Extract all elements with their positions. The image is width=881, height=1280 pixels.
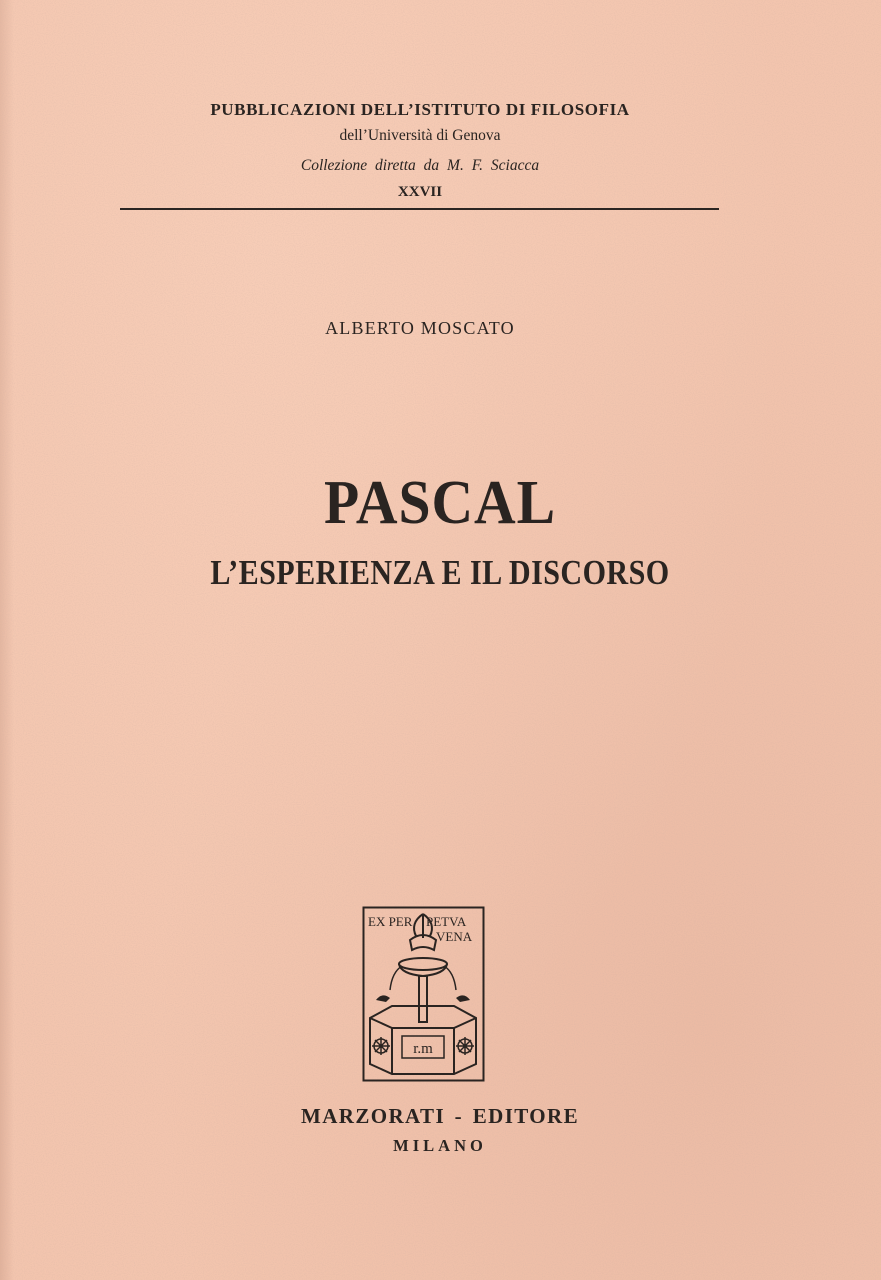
book-title: PASCAL — [324, 469, 556, 537]
publisher-name: MARZORATI - EDITORE — [300, 1104, 580, 1128]
volume-number: XXVII — [397, 184, 443, 200]
university-name: dell’Università di Genova — [339, 127, 501, 144]
book-subtitle: L’ESPERIENZA E IL DISCORSO — [210, 553, 670, 592]
header-divider — [120, 208, 719, 210]
collection-editor: Collezione diretta da M. F. Sciacca — [300, 157, 540, 174]
author-name: ALBERTO MOSCATO — [325, 318, 515, 338]
publisher-city: MILANO — [393, 1136, 487, 1155]
svg-text:PETVA: PETVA — [426, 914, 467, 929]
svg-text:VENA: VENA — [436, 929, 473, 944]
series-title: PUBBLICAZIONI DELL’ISTITUTO DI FILOSOFIA — [210, 100, 630, 119]
monogram: r.m — [413, 1041, 433, 1057]
fountain-icon — [362, 906, 485, 1082]
printer-motto: EX PER — [368, 914, 413, 929]
